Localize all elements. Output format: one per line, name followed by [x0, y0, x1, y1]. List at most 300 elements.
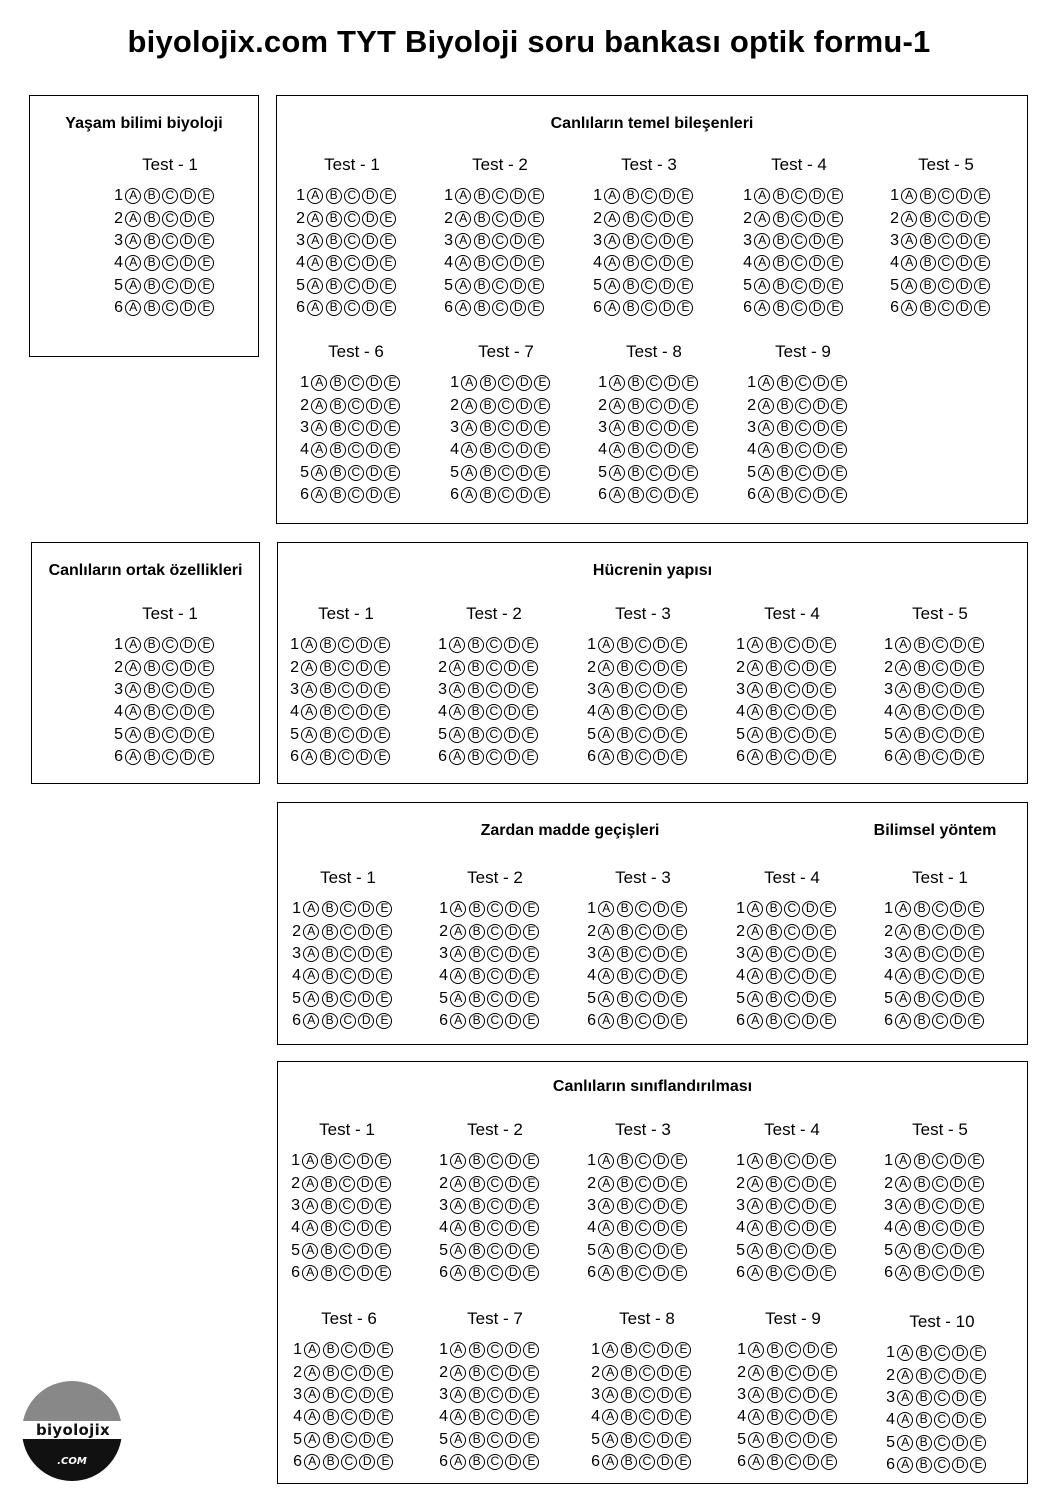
answer-bubble-a[interactable]: A: [461, 487, 477, 503]
answer-bubble-b[interactable]: B: [144, 300, 160, 316]
answer-bubble-a[interactable]: A: [450, 1387, 466, 1403]
answer-bubble-c[interactable]: C: [785, 1365, 801, 1381]
answer-bubble-a[interactable]: A: [747, 1198, 763, 1214]
answer-bubble-b[interactable]: B: [469, 1342, 485, 1358]
answer-bubble-c[interactable]: C: [932, 749, 948, 765]
answer-bubble-b[interactable]: B: [468, 660, 484, 676]
answer-bubble-a[interactable]: A: [602, 1432, 618, 1448]
answer-bubble-c[interactable]: C: [486, 682, 502, 698]
answer-bubble-c[interactable]: C: [641, 255, 657, 271]
answer-bubble-b[interactable]: B: [144, 682, 160, 698]
answer-bubble-c[interactable]: C: [791, 211, 807, 227]
answer-bubble-a[interactable]: A: [125, 211, 141, 227]
answer-bubble-a[interactable]: A: [598, 946, 614, 962]
answer-bubble-c[interactable]: C: [932, 1198, 948, 1214]
answer-bubble-c[interactable]: C: [938, 300, 954, 316]
answer-bubble-a[interactable]: A: [304, 1454, 320, 1470]
answer-bubble-c[interactable]: C: [338, 682, 354, 698]
answer-bubble-d[interactable]: D: [657, 1342, 673, 1358]
answer-bubble-e[interactable]: E: [827, 188, 843, 204]
answer-bubble-a[interactable]: A: [450, 1365, 466, 1381]
answer-bubble-b[interactable]: B: [777, 442, 793, 458]
answer-bubble-d[interactable]: D: [357, 1176, 373, 1192]
answer-bubble-c[interactable]: C: [162, 749, 178, 765]
answer-bubble-e[interactable]: E: [671, 660, 687, 676]
answer-bubble-b[interactable]: B: [323, 1432, 339, 1448]
answer-bubble-a[interactable]: A: [125, 637, 141, 653]
answer-bubble-a[interactable]: A: [303, 991, 319, 1007]
answer-bubble-a[interactable]: A: [901, 188, 917, 204]
answer-bubble-a[interactable]: A: [450, 1454, 466, 1470]
answer-bubble-d[interactable]: D: [356, 749, 372, 765]
answer-bubble-b[interactable]: B: [621, 1409, 637, 1425]
answer-bubble-d[interactable]: D: [505, 991, 521, 1007]
answer-bubble-a[interactable]: A: [304, 1342, 320, 1358]
answer-bubble-e[interactable]: E: [968, 901, 984, 917]
answer-bubble-a[interactable]: A: [602, 1342, 618, 1358]
answer-bubble-b[interactable]: B: [469, 924, 485, 940]
answer-bubble-a[interactable]: A: [307, 255, 323, 271]
answer-bubble-a[interactable]: A: [747, 682, 763, 698]
answer-bubble-d[interactable]: D: [180, 637, 196, 653]
answer-bubble-e[interactable]: E: [974, 188, 990, 204]
answer-bubble-d[interactable]: D: [657, 1432, 673, 1448]
answer-bubble-b[interactable]: B: [916, 1345, 932, 1361]
answer-bubble-d[interactable]: D: [664, 465, 680, 481]
answer-bubble-e[interactable]: E: [523, 1220, 539, 1236]
answer-bubble-b[interactable]: B: [474, 278, 490, 294]
answer-bubble-b[interactable]: B: [468, 749, 484, 765]
answer-bubble-d[interactable]: D: [505, 1454, 521, 1470]
answer-bubble-c[interactable]: C: [340, 968, 356, 984]
answer-bubble-e[interactable]: E: [968, 924, 984, 940]
answer-bubble-a[interactable]: A: [304, 1387, 320, 1403]
answer-bubble-c[interactable]: C: [492, 255, 508, 271]
answer-bubble-b[interactable]: B: [617, 946, 633, 962]
answer-bubble-a[interactable]: A: [598, 637, 614, 653]
answer-bubble-d[interactable]: D: [950, 1220, 966, 1236]
answer-bubble-d[interactable]: D: [802, 1013, 818, 1029]
answer-bubble-a[interactable]: A: [455, 255, 471, 271]
answer-bubble-b[interactable]: B: [914, 1220, 930, 1236]
answer-bubble-a[interactable]: A: [450, 968, 466, 984]
answer-bubble-c[interactable]: C: [162, 255, 178, 271]
answer-bubble-c[interactable]: C: [487, 1365, 503, 1381]
answer-bubble-d[interactable]: D: [504, 660, 520, 676]
answer-bubble-d[interactable]: D: [516, 487, 532, 503]
answer-bubble-e[interactable]: E: [522, 682, 538, 698]
answer-bubble-a[interactable]: A: [455, 300, 471, 316]
answer-bubble-c[interactable]: C: [635, 727, 651, 743]
answer-bubble-d[interactable]: D: [357, 1220, 373, 1236]
answer-bubble-a[interactable]: A: [747, 1265, 763, 1281]
answer-bubble-d[interactable]: D: [516, 465, 532, 481]
answer-bubble-a[interactable]: A: [748, 1409, 764, 1425]
answer-bubble-a[interactable]: A: [301, 727, 317, 743]
answer-bubble-c[interactable]: C: [932, 637, 948, 653]
answer-bubble-e[interactable]: E: [375, 1265, 391, 1281]
answer-bubble-d[interactable]: D: [362, 233, 378, 249]
answer-bubble-d[interactable]: D: [653, 924, 669, 940]
answer-bubble-b[interactable]: B: [766, 1198, 782, 1214]
answer-bubble-b[interactable]: B: [617, 1243, 633, 1259]
answer-bubble-d[interactable]: D: [802, 946, 818, 962]
answer-bubble-b[interactable]: B: [920, 188, 936, 204]
answer-bubble-b[interactable]: B: [916, 1390, 932, 1406]
answer-bubble-a[interactable]: A: [449, 749, 465, 765]
answer-bubble-a[interactable]: A: [747, 660, 763, 676]
answer-bubble-e[interactable]: E: [820, 946, 836, 962]
answer-bubble-e[interactable]: E: [682, 465, 698, 481]
answer-bubble-c[interactable]: C: [795, 465, 811, 481]
answer-bubble-a[interactable]: A: [747, 991, 763, 1007]
answer-bubble-b[interactable]: B: [777, 375, 793, 391]
answer-bubble-b[interactable]: B: [628, 465, 644, 481]
answer-bubble-e[interactable]: E: [522, 660, 538, 676]
answer-bubble-d[interactable]: D: [180, 749, 196, 765]
answer-bubble-b[interactable]: B: [322, 901, 338, 917]
answer-bubble-c[interactable]: C: [487, 1176, 503, 1192]
answer-bubble-c[interactable]: C: [938, 188, 954, 204]
answer-bubble-e[interactable]: E: [377, 1342, 393, 1358]
answer-bubble-b[interactable]: B: [914, 704, 930, 720]
answer-bubble-b[interactable]: B: [144, 727, 160, 743]
answer-bubble-a[interactable]: A: [747, 1176, 763, 1192]
answer-bubble-e[interactable]: E: [671, 637, 687, 653]
answer-bubble-e[interactable]: E: [198, 660, 214, 676]
answer-bubble-c[interactable]: C: [934, 1368, 950, 1384]
answer-bubble-c[interactable]: C: [785, 1432, 801, 1448]
answer-bubble-a[interactable]: A: [748, 1365, 764, 1381]
answer-bubble-e[interactable]: E: [198, 300, 214, 316]
answer-bubble-b[interactable]: B: [621, 1342, 637, 1358]
answer-bubble-a[interactable]: A: [609, 375, 625, 391]
answer-bubble-a[interactable]: A: [449, 637, 465, 653]
answer-bubble-c[interactable]: C: [646, 487, 662, 503]
answer-bubble-c[interactable]: C: [932, 1220, 948, 1236]
answer-bubble-a[interactable]: A: [748, 1454, 764, 1470]
answer-bubble-b[interactable]: B: [326, 300, 342, 316]
answer-bubble-b[interactable]: B: [617, 637, 633, 653]
answer-bubble-e[interactable]: E: [827, 278, 843, 294]
answer-bubble-e[interactable]: E: [374, 660, 390, 676]
answer-bubble-b[interactable]: B: [321, 1198, 337, 1214]
answer-bubble-e[interactable]: E: [968, 968, 984, 984]
answer-bubble-e[interactable]: E: [968, 637, 984, 653]
answer-bubble-b[interactable]: B: [914, 924, 930, 940]
answer-bubble-b[interactable]: B: [617, 1013, 633, 1029]
answer-bubble-d[interactable]: D: [950, 1243, 966, 1259]
answer-bubble-e[interactable]: E: [671, 1243, 687, 1259]
answer-bubble-d[interactable]: D: [664, 375, 680, 391]
answer-bubble-c[interactable]: C: [492, 278, 508, 294]
answer-bubble-d[interactable]: D: [356, 727, 372, 743]
answer-bubble-e[interactable]: E: [198, 727, 214, 743]
answer-bubble-c[interactable]: C: [932, 1265, 948, 1281]
answer-bubble-c[interactable]: C: [795, 375, 811, 391]
answer-bubble-a[interactable]: A: [901, 278, 917, 294]
answer-bubble-b[interactable]: B: [144, 637, 160, 653]
answer-bubble-c[interactable]: C: [646, 398, 662, 414]
answer-bubble-b[interactable]: B: [469, 1387, 485, 1403]
answer-bubble-d[interactable]: D: [659, 233, 675, 249]
answer-bubble-c[interactable]: C: [646, 465, 662, 481]
answer-bubble-d[interactable]: D: [664, 487, 680, 503]
answer-bubble-d[interactable]: D: [802, 749, 818, 765]
answer-bubble-a[interactable]: A: [125, 682, 141, 698]
answer-bubble-b[interactable]: B: [323, 1387, 339, 1403]
answer-bubble-d[interactable]: D: [653, 968, 669, 984]
answer-bubble-b[interactable]: B: [766, 704, 782, 720]
answer-bubble-c[interactable]: C: [784, 1013, 800, 1029]
answer-bubble-d[interactable]: D: [505, 1013, 521, 1029]
answer-bubble-d[interactable]: D: [359, 1342, 375, 1358]
answer-bubble-b[interactable]: B: [621, 1432, 637, 1448]
answer-bubble-c[interactable]: C: [934, 1390, 950, 1406]
answer-bubble-c[interactable]: C: [338, 660, 354, 676]
answer-bubble-c[interactable]: C: [784, 1198, 800, 1214]
answer-bubble-d[interactable]: D: [956, 188, 972, 204]
answer-bubble-d[interactable]: D: [956, 255, 972, 271]
answer-bubble-e[interactable]: E: [375, 1243, 391, 1259]
answer-bubble-a[interactable]: A: [449, 704, 465, 720]
answer-bubble-a[interactable]: A: [895, 1013, 911, 1029]
answer-bubble-a[interactable]: A: [609, 442, 625, 458]
answer-bubble-e[interactable]: E: [384, 442, 400, 458]
answer-bubble-a[interactable]: A: [303, 1013, 319, 1029]
answer-bubble-a[interactable]: A: [302, 1153, 318, 1169]
answer-bubble-a[interactable]: A: [747, 749, 763, 765]
answer-bubble-d[interactable]: D: [802, 991, 818, 1007]
answer-bubble-c[interactable]: C: [487, 1432, 503, 1448]
answer-bubble-a[interactable]: A: [598, 1220, 614, 1236]
answer-bubble-b[interactable]: B: [474, 233, 490, 249]
answer-bubble-d[interactable]: D: [505, 1265, 521, 1281]
answer-bubble-a[interactable]: A: [895, 1176, 911, 1192]
answer-bubble-b[interactable]: B: [767, 1454, 783, 1470]
answer-bubble-b[interactable]: B: [914, 727, 930, 743]
answer-bubble-b[interactable]: B: [914, 637, 930, 653]
answer-bubble-a[interactable]: A: [604, 278, 620, 294]
answer-bubble-c[interactable]: C: [795, 442, 811, 458]
answer-bubble-e[interactable]: E: [528, 300, 544, 316]
answer-bubble-d[interactable]: D: [366, 442, 382, 458]
answer-bubble-a[interactable]: A: [602, 1365, 618, 1381]
answer-bubble-e[interactable]: E: [682, 420, 698, 436]
answer-bubble-c[interactable]: C: [341, 1409, 357, 1425]
answer-bubble-a[interactable]: A: [450, 1342, 466, 1358]
answer-bubble-b[interactable]: B: [766, 660, 782, 676]
answer-bubble-e[interactable]: E: [376, 924, 392, 940]
answer-bubble-a[interactable]: A: [754, 278, 770, 294]
answer-bubble-c[interactable]: C: [487, 1198, 503, 1214]
answer-bubble-b[interactable]: B: [480, 420, 496, 436]
answer-bubble-c[interactable]: C: [487, 1013, 503, 1029]
answer-bubble-a[interactable]: A: [311, 465, 327, 481]
answer-bubble-b[interactable]: B: [617, 924, 633, 940]
answer-bubble-e[interactable]: E: [820, 901, 836, 917]
answer-bubble-c[interactable]: C: [339, 1198, 355, 1214]
answer-bubble-e[interactable]: E: [831, 398, 847, 414]
answer-bubble-d[interactable]: D: [802, 1220, 818, 1236]
answer-bubble-b[interactable]: B: [322, 946, 338, 962]
answer-bubble-e[interactable]: E: [820, 991, 836, 1007]
answer-bubble-e[interactable]: E: [831, 375, 847, 391]
answer-bubble-d[interactable]: D: [952, 1390, 968, 1406]
answer-bubble-e[interactable]: E: [821, 1454, 837, 1470]
answer-bubble-d[interactable]: D: [359, 1432, 375, 1448]
answer-bubble-e[interactable]: E: [384, 398, 400, 414]
answer-bubble-b[interactable]: B: [321, 1243, 337, 1259]
answer-bubble-b[interactable]: B: [480, 375, 496, 391]
answer-bubble-a[interactable]: A: [895, 727, 911, 743]
answer-bubble-a[interactable]: A: [748, 1387, 764, 1403]
answer-bubble-e[interactable]: E: [974, 300, 990, 316]
answer-bubble-c[interactable]: C: [492, 300, 508, 316]
answer-bubble-d[interactable]: D: [950, 637, 966, 653]
answer-bubble-e[interactable]: E: [534, 420, 550, 436]
answer-bubble-d[interactable]: D: [653, 1220, 669, 1236]
answer-bubble-c[interactable]: C: [791, 255, 807, 271]
answer-bubble-c[interactable]: C: [487, 1342, 503, 1358]
answer-bubble-c[interactable]: C: [791, 233, 807, 249]
answer-bubble-e[interactable]: E: [820, 924, 836, 940]
answer-bubble-b[interactable]: B: [628, 375, 644, 391]
answer-bubble-b[interactable]: B: [766, 968, 782, 984]
answer-bubble-b[interactable]: B: [617, 749, 633, 765]
answer-bubble-d[interactable]: D: [956, 300, 972, 316]
answer-bubble-d[interactable]: D: [358, 991, 374, 1007]
answer-bubble-c[interactable]: C: [348, 465, 364, 481]
answer-bubble-c[interactable]: C: [635, 1176, 651, 1192]
answer-bubble-a[interactable]: A: [461, 442, 477, 458]
answer-bubble-c[interactable]: C: [635, 1153, 651, 1169]
answer-bubble-e[interactable]: E: [523, 1153, 539, 1169]
answer-bubble-c[interactable]: C: [639, 1387, 655, 1403]
answer-bubble-b[interactable]: B: [144, 660, 160, 676]
answer-bubble-d[interactable]: D: [803, 1409, 819, 1425]
answer-bubble-b[interactable]: B: [766, 1013, 782, 1029]
answer-bubble-d[interactable]: D: [510, 211, 526, 227]
answer-bubble-c[interactable]: C: [341, 1432, 357, 1448]
answer-bubble-c[interactable]: C: [784, 901, 800, 917]
answer-bubble-a[interactable]: A: [311, 487, 327, 503]
answer-bubble-b[interactable]: B: [777, 465, 793, 481]
answer-bubble-d[interactable]: D: [357, 1153, 373, 1169]
answer-bubble-d[interactable]: D: [956, 278, 972, 294]
answer-bubble-c[interactable]: C: [635, 749, 651, 765]
answer-bubble-b[interactable]: B: [474, 211, 490, 227]
answer-bubble-b[interactable]: B: [766, 637, 782, 653]
answer-bubble-a[interactable]: A: [302, 1265, 318, 1281]
answer-bubble-e[interactable]: E: [820, 727, 836, 743]
answer-bubble-e[interactable]: E: [528, 255, 544, 271]
answer-bubble-a[interactable]: A: [307, 211, 323, 227]
answer-bubble-b[interactable]: B: [766, 1176, 782, 1192]
answer-bubble-c[interactable]: C: [498, 420, 514, 436]
answer-bubble-d[interactable]: D: [653, 991, 669, 1007]
answer-bubble-d[interactable]: D: [653, 946, 669, 962]
answer-bubble-b[interactable]: B: [766, 749, 782, 765]
answer-bubble-a[interactable]: A: [604, 188, 620, 204]
answer-bubble-e[interactable]: E: [528, 278, 544, 294]
answer-bubble-c[interactable]: C: [344, 211, 360, 227]
answer-bubble-a[interactable]: A: [461, 420, 477, 436]
answer-bubble-e[interactable]: E: [671, 682, 687, 698]
answer-bubble-d[interactable]: D: [505, 1342, 521, 1358]
answer-bubble-a[interactable]: A: [897, 1457, 913, 1473]
answer-bubble-e[interactable]: E: [671, 901, 687, 917]
answer-bubble-a[interactable]: A: [307, 188, 323, 204]
answer-bubble-e[interactable]: E: [827, 300, 843, 316]
answer-bubble-d[interactable]: D: [366, 420, 382, 436]
answer-bubble-c[interactable]: C: [791, 300, 807, 316]
answer-bubble-a[interactable]: A: [897, 1345, 913, 1361]
answer-bubble-c[interactable]: C: [162, 660, 178, 676]
answer-bubble-a[interactable]: A: [450, 946, 466, 962]
answer-bubble-e[interactable]: E: [198, 278, 214, 294]
answer-bubble-c[interactable]: C: [639, 1454, 655, 1470]
answer-bubble-c[interactable]: C: [339, 1220, 355, 1236]
answer-bubble-b[interactable]: B: [920, 278, 936, 294]
answer-bubble-c[interactable]: C: [338, 727, 354, 743]
answer-bubble-b[interactable]: B: [480, 442, 496, 458]
answer-bubble-e[interactable]: E: [970, 1368, 986, 1384]
answer-bubble-d[interactable]: D: [505, 1243, 521, 1259]
answer-bubble-a[interactable]: A: [598, 660, 614, 676]
answer-bubble-b[interactable]: B: [330, 465, 346, 481]
answer-bubble-a[interactable]: A: [895, 1265, 911, 1281]
answer-bubble-a[interactable]: A: [450, 1176, 466, 1192]
answer-bubble-d[interactable]: D: [505, 1198, 521, 1214]
answer-bubble-e[interactable]: E: [671, 1153, 687, 1169]
answer-bubble-d[interactable]: D: [950, 1176, 966, 1192]
answer-bubble-c[interactable]: C: [344, 278, 360, 294]
answer-bubble-e[interactable]: E: [675, 1409, 691, 1425]
answer-bubble-b[interactable]: B: [144, 749, 160, 765]
answer-bubble-d[interactable]: D: [356, 682, 372, 698]
answer-bubble-a[interactable]: A: [747, 1220, 763, 1236]
answer-bubble-a[interactable]: A: [598, 1243, 614, 1259]
answer-bubble-e[interactable]: E: [671, 1198, 687, 1214]
answer-bubble-c[interactable]: C: [932, 924, 948, 940]
answer-bubble-c[interactable]: C: [932, 946, 948, 962]
answer-bubble-c[interactable]: C: [338, 749, 354, 765]
answer-bubble-d[interactable]: D: [362, 300, 378, 316]
answer-bubble-a[interactable]: A: [747, 727, 763, 743]
answer-bubble-a[interactable]: A: [754, 255, 770, 271]
answer-bubble-e[interactable]: E: [671, 727, 687, 743]
answer-bubble-a[interactable]: A: [895, 946, 911, 962]
answer-bubble-d[interactable]: D: [505, 1220, 521, 1236]
answer-bubble-b[interactable]: B: [469, 968, 485, 984]
answer-bubble-e[interactable]: E: [380, 233, 396, 249]
answer-bubble-a[interactable]: A: [747, 946, 763, 962]
answer-bubble-b[interactable]: B: [323, 1365, 339, 1381]
answer-bubble-d[interactable]: D: [952, 1345, 968, 1361]
answer-bubble-d[interactable]: D: [358, 946, 374, 962]
answer-bubble-b[interactable]: B: [468, 682, 484, 698]
answer-bubble-a[interactable]: A: [758, 375, 774, 391]
answer-bubble-e[interactable]: E: [677, 188, 693, 204]
answer-bubble-a[interactable]: A: [895, 682, 911, 698]
answer-bubble-d[interactable]: D: [180, 211, 196, 227]
answer-bubble-b[interactable]: B: [914, 946, 930, 962]
answer-bubble-a[interactable]: A: [598, 727, 614, 743]
answer-bubble-b[interactable]: B: [773, 300, 789, 316]
answer-bubble-d[interactable]: D: [358, 924, 374, 940]
answer-bubble-c[interactable]: C: [338, 704, 354, 720]
